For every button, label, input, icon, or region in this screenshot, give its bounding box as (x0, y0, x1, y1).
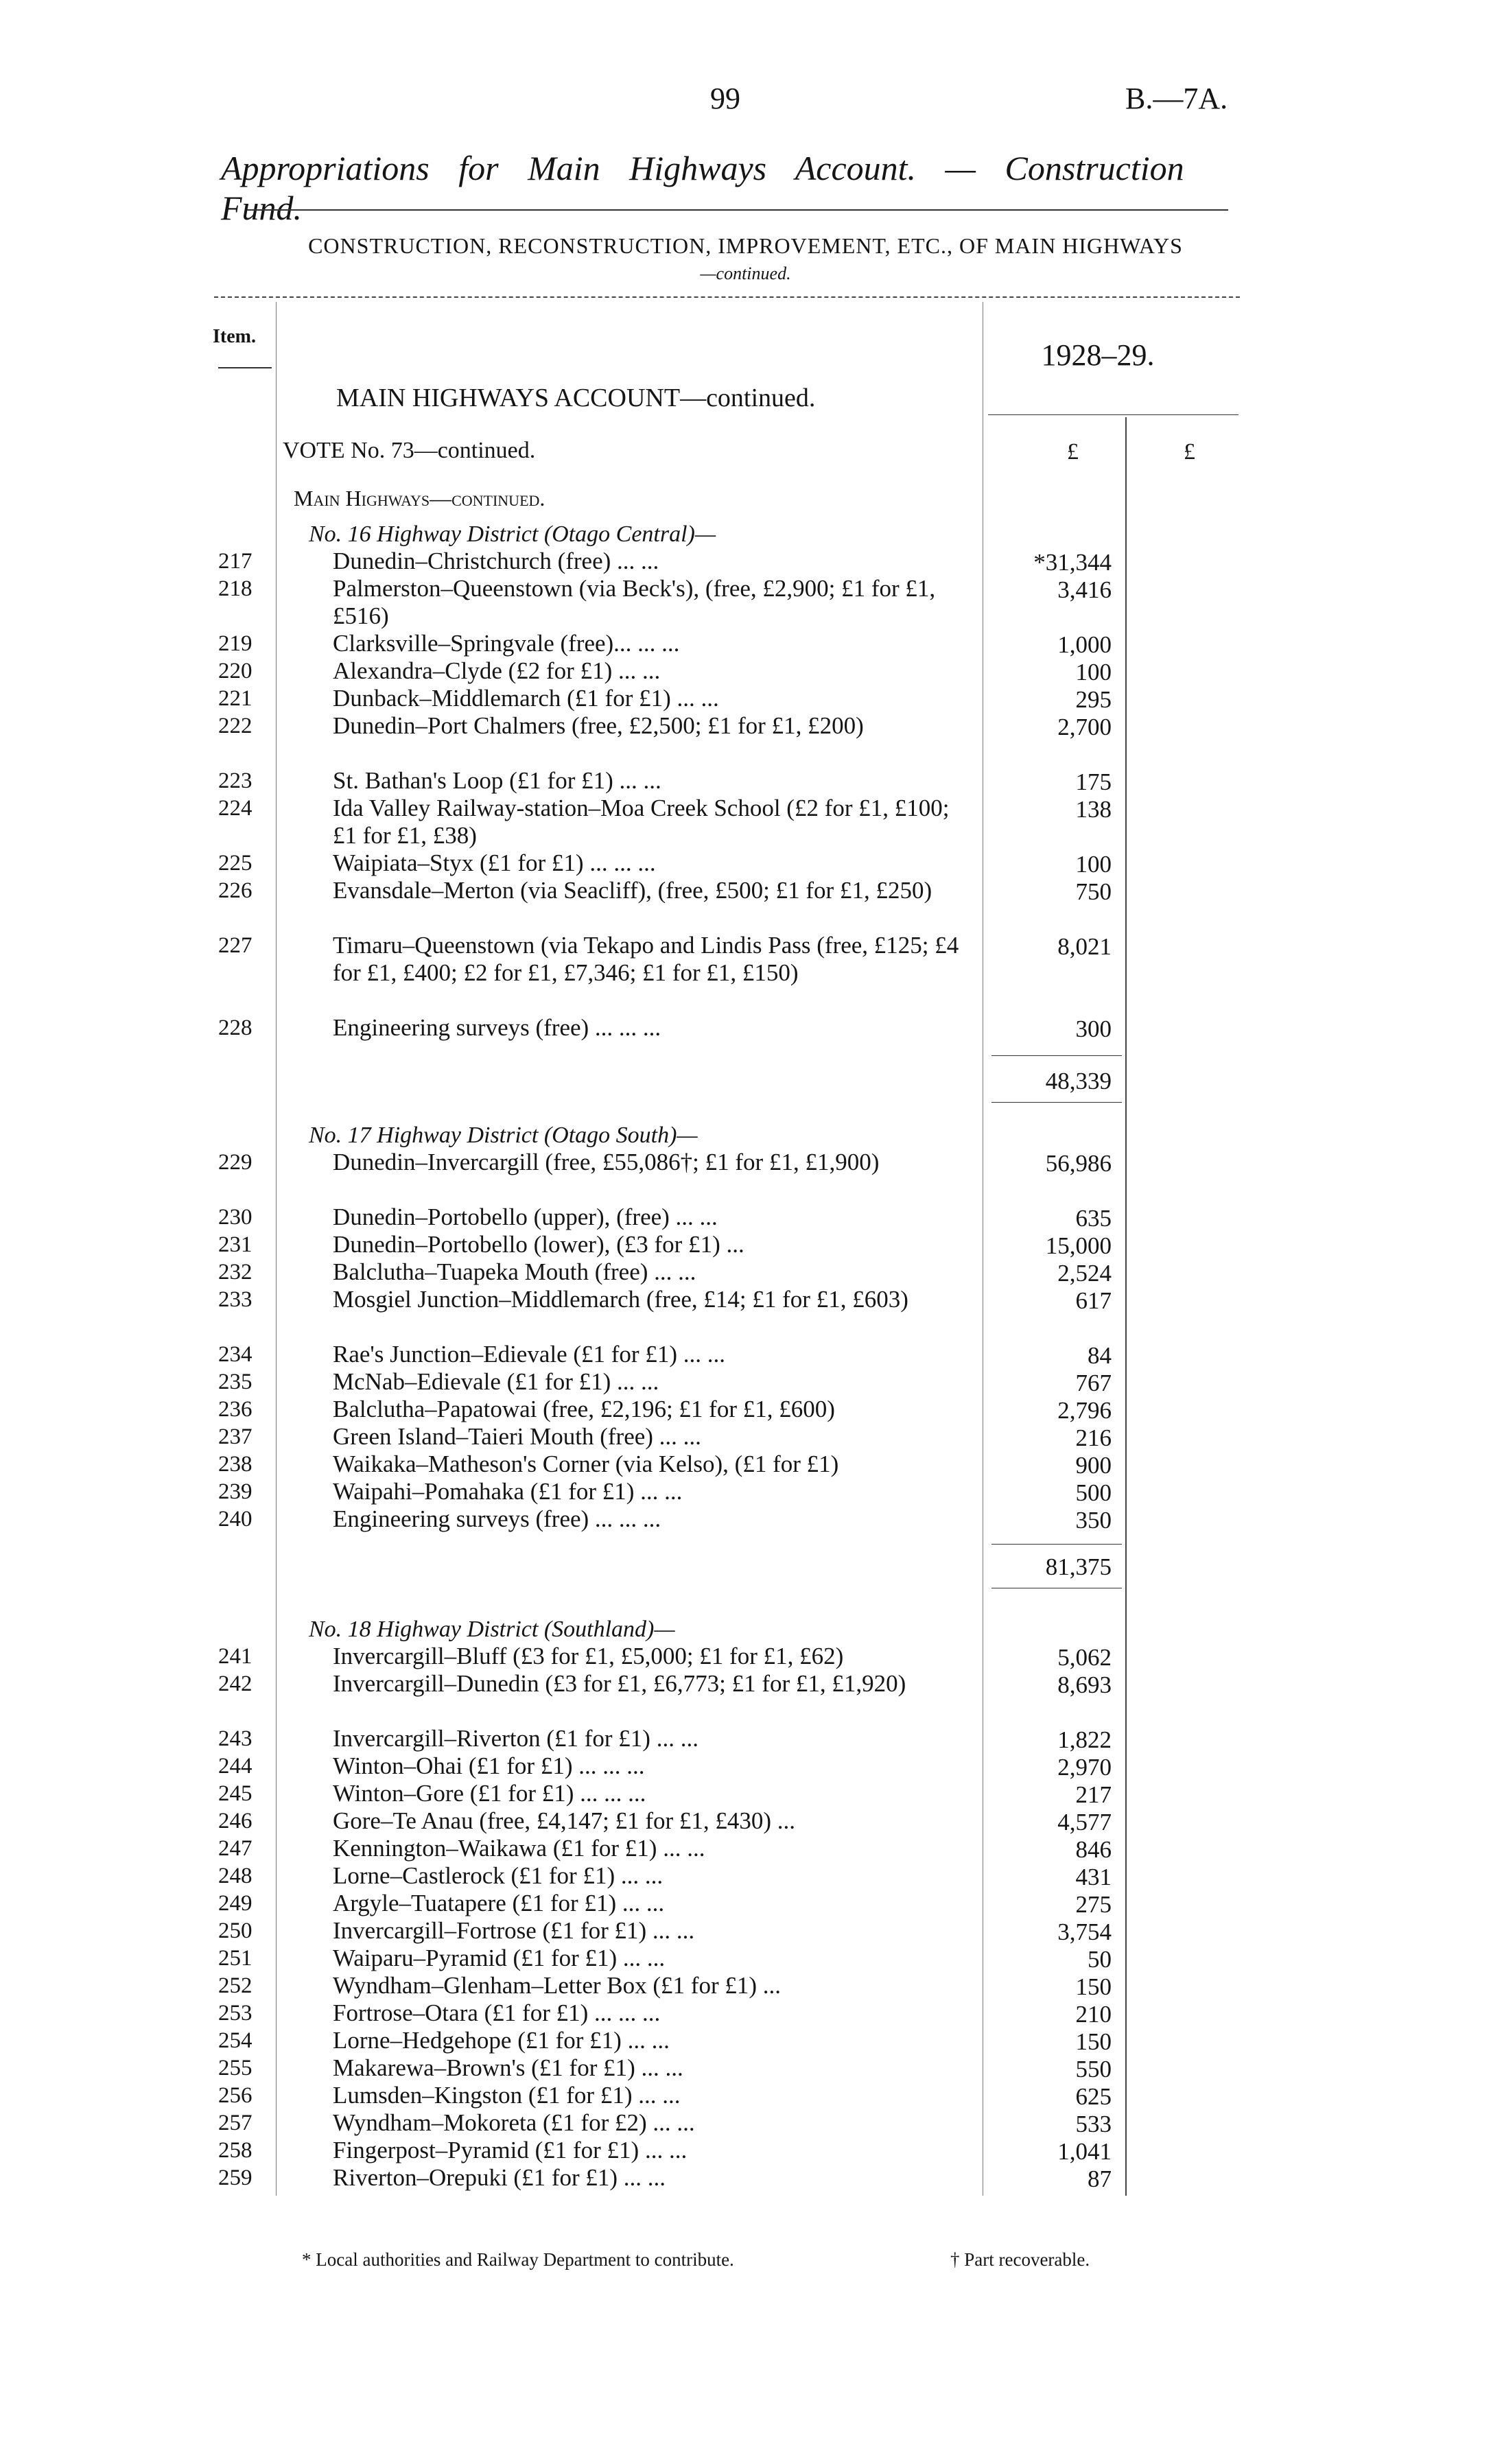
item-description: Winton–Gore (£1 for £1) ... ... ... (333, 1780, 646, 1807)
item-number: 225 (218, 851, 253, 876)
item-description: Balclutha–Papatowai (free, £2,196; £1 for £1, £600) (333, 1396, 835, 1422)
item-description: Waipiata–Styx (£1 for £1) ... ... ... (333, 849, 656, 876)
item-amount: 216 (1075, 1424, 1112, 1451)
item-description: Timaru–Queenstown (via Tekapo and Lindis Pass (free, £125; £4 for £1, £400; £2 for £1, £7,346; £1 for £1, £150) (333, 932, 959, 986)
item-description: Fingerpost–Pyramid (£1 for £1) ... ... (333, 2137, 688, 2163)
item-number: 228 (218, 1016, 253, 1040)
item-description: Dunedin–Christchurch (free) ... ... (333, 548, 659, 574)
item-amount: 210 (1075, 2001, 1112, 2028)
item-description: Palmerston–Queenstown (via Beck's), (free, £2,900; £1 for £1, £516) (333, 575, 936, 629)
item-amount: 550 (1075, 2056, 1112, 2082)
item-number: 223 (218, 768, 253, 793)
item-amount: 1,041 (1057, 2138, 1112, 2165)
item-amount: 500 (1075, 1479, 1112, 1506)
item-amount: 625 (1075, 2083, 1112, 2110)
pound-column-2: £ (1184, 439, 1195, 465)
subtotal-rule (991, 1055, 1122, 1056)
item-number: 220 (218, 659, 253, 683)
item-amount: 295 (1075, 686, 1112, 713)
amount-column-divider (1125, 417, 1127, 2196)
item-amount: 5,062 (1057, 1644, 1112, 1671)
item-number: 240 (218, 1507, 253, 1532)
item-number: 237 (218, 1424, 253, 1449)
item-amount: 3,754 (1057, 1919, 1112, 1945)
item-number: 236 (218, 1397, 253, 1422)
item-number: 232 (218, 1260, 253, 1284)
item-amount: 4,577 (1057, 1809, 1112, 1835)
subtotal-rule (991, 1544, 1122, 1545)
item-description: Alexandra–Clyde (£2 for £1) ... ... (333, 657, 661, 684)
item-description: Dunedin–Invercargill (free, £55,086†; £1 for £1, £1,900) (333, 1149, 880, 1175)
item-amount: 150 (1075, 2028, 1112, 2055)
item-number: 248 (218, 1864, 253, 1888)
item-description: Balclutha–Tuapeka Mouth (free) ... ... (333, 1258, 696, 1285)
item-amount: 217 (1075, 1781, 1112, 1808)
item-amount: 635 (1075, 1205, 1112, 1232)
item-amount: 150 (1075, 1973, 1112, 2000)
item-amount: 56,986 (1045, 1150, 1112, 1177)
item-description: Engineering surveys (free) ... ... ... (333, 1014, 661, 1041)
item-number: 251 (218, 1946, 253, 1971)
item-amount: 2,524 (1057, 1260, 1112, 1287)
item-number: 257 (218, 2111, 253, 2135)
item-number: 242 (218, 1671, 253, 1696)
document-reference: B.—7A. (1125, 82, 1228, 115)
item-description: Invercargill–Fortrose (£1 for £1) ... ... (333, 1917, 695, 1944)
item-description: Argyle–Tuatapere (£1 for £1) ... ... (333, 1890, 665, 1916)
item-number: 221 (218, 686, 253, 711)
item-number: 255 (218, 2056, 253, 2080)
item-description: Kennington–Waikawa (£1 for £1) ... ... (333, 1835, 705, 1862)
district-heading: No. 16 Highway District (Otago Central)— (309, 521, 716, 547)
item-description: St. Bathan's Loop (£1 for £1) ... ... (333, 767, 661, 794)
item-amount: 900 (1075, 1452, 1112, 1479)
table-top-rule (214, 296, 1240, 298)
item-number: 226 (218, 878, 253, 903)
item-description: Dunedin–Port Chalmers (free, £2,500; £1 for £1, £200) (333, 712, 864, 739)
item-number: 229 (218, 1150, 253, 1175)
item-number: 224 (218, 796, 253, 821)
item-amount: 100 (1075, 659, 1112, 685)
item-amount: 3,416 (1057, 576, 1112, 603)
item-number: 252 (218, 1973, 253, 1998)
item-description: McNab–Edievale (£1 for £1) ... ... (333, 1368, 659, 1395)
item-number: 258 (218, 2138, 253, 2163)
item-amount: 275 (1075, 1891, 1112, 1918)
item-description: Wyndham–Mokoreta (£1 for £2) ... ... (333, 2109, 695, 2136)
item-amount: 87 (1088, 2166, 1112, 2192)
item-amount: 138 (1075, 796, 1112, 823)
item-description: Lorne–Castlerock (£1 for £1) ... ... (333, 1862, 664, 1889)
item-description: Invercargill–Dunedin (£3 for £1, £6,773; £1 for £1, £1,920) (333, 1670, 906, 1697)
item-column-divider (276, 302, 277, 2196)
item-description: Invercargill–Riverton (£1 for £1) ... ... (333, 1725, 698, 1752)
item-number: 253 (218, 2001, 253, 2026)
district-heading: No. 17 Highway District (Otago South)— (309, 1123, 698, 1148)
item-amount: 767 (1075, 1370, 1112, 1396)
item-description: Green Island–Taieri Mouth (free) ... ... (333, 1423, 701, 1450)
item-description: Engineering surveys (free) ... ... ... (333, 1505, 661, 1532)
item-description: Lorne–Hedgehope (£1 for £1) ... ... (333, 2027, 670, 2054)
year-header: 1928–29. (1041, 338, 1155, 372)
item-amount: 350 (1075, 1507, 1112, 1534)
item-amount: 431 (1075, 1864, 1112, 1890)
section-subtitle-continued: —continued. (700, 263, 791, 283)
item-number: 235 (218, 1370, 253, 1394)
item-number: 231 (218, 1232, 253, 1257)
item-description: Dunedin–Portobello (lower), (£3 for £1) ... (333, 1231, 744, 1258)
main-highways-heading: Main Highways—continued. (294, 486, 545, 511)
item-number: 250 (218, 1919, 253, 1943)
item-number: 245 (218, 1781, 253, 1806)
page-number: 99 (710, 82, 740, 115)
item-number: 256 (218, 2083, 253, 2108)
district-total: 81,375 (1045, 1553, 1112, 1580)
item-amount: 2,700 (1057, 714, 1112, 740)
item-number: 230 (218, 1205, 253, 1230)
item-number: 243 (218, 1726, 253, 1751)
item-description: Invercargill–Bluff (£3 for £1, £5,000; £1 for £1, £62) (333, 1643, 844, 1669)
footnote-local-authorities: * Local authorities and Railway Department to contribute. (302, 2249, 734, 2270)
item-amount: 84 (1088, 1342, 1112, 1369)
subtotal-rule (991, 1102, 1122, 1103)
item-amount: 50 (1088, 1946, 1112, 1973)
item-amount: 300 (1075, 1016, 1112, 1042)
item-description: Dunback–Middlemarch (£1 for £1) ... ... (333, 685, 719, 712)
item-description: Winton–Ohai (£1 for £1) ... ... ... (333, 1752, 645, 1779)
item-number: 244 (218, 1754, 253, 1779)
item-description: Rae's Junction–Edievale (£1 for £1) ... ... (333, 1341, 725, 1368)
item-description: Dunedin–Portobello (upper), (free) ... ... (333, 1204, 718, 1230)
year-header-rule (988, 414, 1238, 415)
item-description: Waikaka–Matheson's Corner (via Kelso), (£1 for £1) (333, 1451, 839, 1477)
item-amount: *31,344 (1033, 549, 1112, 576)
item-number: 218 (218, 576, 253, 601)
item-amount: 617 (1075, 1287, 1112, 1314)
item-description: Mosgiel Junction–Middlemarch (free, £14; £1 for £1, £603) (333, 1286, 908, 1313)
item-amount: 846 (1075, 1836, 1112, 1863)
vote-heading: VOTE No. 73—continued. (283, 438, 536, 463)
item-amount: 2,970 (1057, 1754, 1112, 1781)
page-title: Appropriations for Main Highways Account. — Construction Fund. (221, 149, 1184, 227)
item-amount: 15,000 (1045, 1232, 1112, 1259)
item-number: 239 (218, 1479, 253, 1504)
item-description: Gore–Te Anau (free, £4,147; £1 for £1, £430) ... (333, 1807, 796, 1834)
item-description: Evansdale–Merton (via Seacliff), (free, £500; £1 for £1, £250) (333, 877, 932, 904)
item-description: Clarksville–Springvale (free)... ... ... (333, 630, 680, 657)
item-number: 219 (218, 631, 253, 656)
item-header-rule (218, 367, 272, 368)
item-column-header: Item. (213, 326, 256, 347)
item-description: Waipahi–Pomahaka (£1 for £1) ... ... (333, 1478, 683, 1505)
item-number: 233 (218, 1287, 253, 1312)
item-description: Fortrose–Otara (£1 for £1) ... ... ... (333, 1999, 661, 2026)
item-description: Lumsden–Kingston (£1 for £1) ... ... (333, 2082, 681, 2109)
item-description: Riverton–Orepuki (£1 for £1) ... ... (333, 2164, 666, 2191)
item-description: Waiparu–Pyramid (£1 for £1) ... ... (333, 1945, 666, 1971)
item-number: 249 (218, 1891, 253, 1916)
item-number: 227 (218, 933, 253, 958)
item-number: 222 (218, 714, 253, 738)
item-amount: 100 (1075, 851, 1112, 878)
account-heading: MAIN HIGHWAYS ACCOUNT—continued. (336, 384, 816, 412)
section-subtitle: CONSTRUCTION, RECONSTRUCTION, IMPROVEMENT, ETC., OF MAIN HIGHWAYS (308, 233, 1183, 258)
item-number: 247 (218, 1836, 253, 1861)
item-number: 241 (218, 1644, 253, 1669)
item-number: 234 (218, 1342, 253, 1367)
item-description: Ida Valley Railway-station–Moa Creek School (£2 for £1, £100; £1 for £1, £38) (333, 795, 950, 849)
item-description: Makarewa–Brown's (£1 for £1) ... ... (333, 2054, 683, 2081)
item-amount: 1,000 (1057, 631, 1112, 658)
item-number: 238 (218, 1452, 253, 1477)
district-total: 48,339 (1045, 1068, 1112, 1094)
item-amount: 533 (1075, 2111, 1112, 2137)
item-number: 217 (218, 549, 253, 574)
item-number: 246 (218, 1809, 253, 1833)
item-amount: 8,693 (1057, 1671, 1112, 1698)
title-rule (247, 209, 1228, 211)
item-description: Wyndham–Glenham–Letter Box (£1 for £1) ... (333, 1972, 782, 1999)
district-heading: No. 18 Highway District (Southland)— (309, 1617, 675, 1642)
item-number: 254 (218, 2028, 253, 2053)
item-amount: 750 (1075, 878, 1112, 905)
item-amount: 8,021 (1057, 933, 1112, 960)
footnote-part-recoverable: † Part recoverable. (950, 2249, 1090, 2270)
item-amount: 2,796 (1057, 1397, 1112, 1424)
item-amount: 1,822 (1057, 1726, 1112, 1753)
pound-column-1: £ (1067, 439, 1079, 465)
item-number: 259 (218, 2166, 253, 2190)
item-amount: 175 (1075, 768, 1112, 795)
